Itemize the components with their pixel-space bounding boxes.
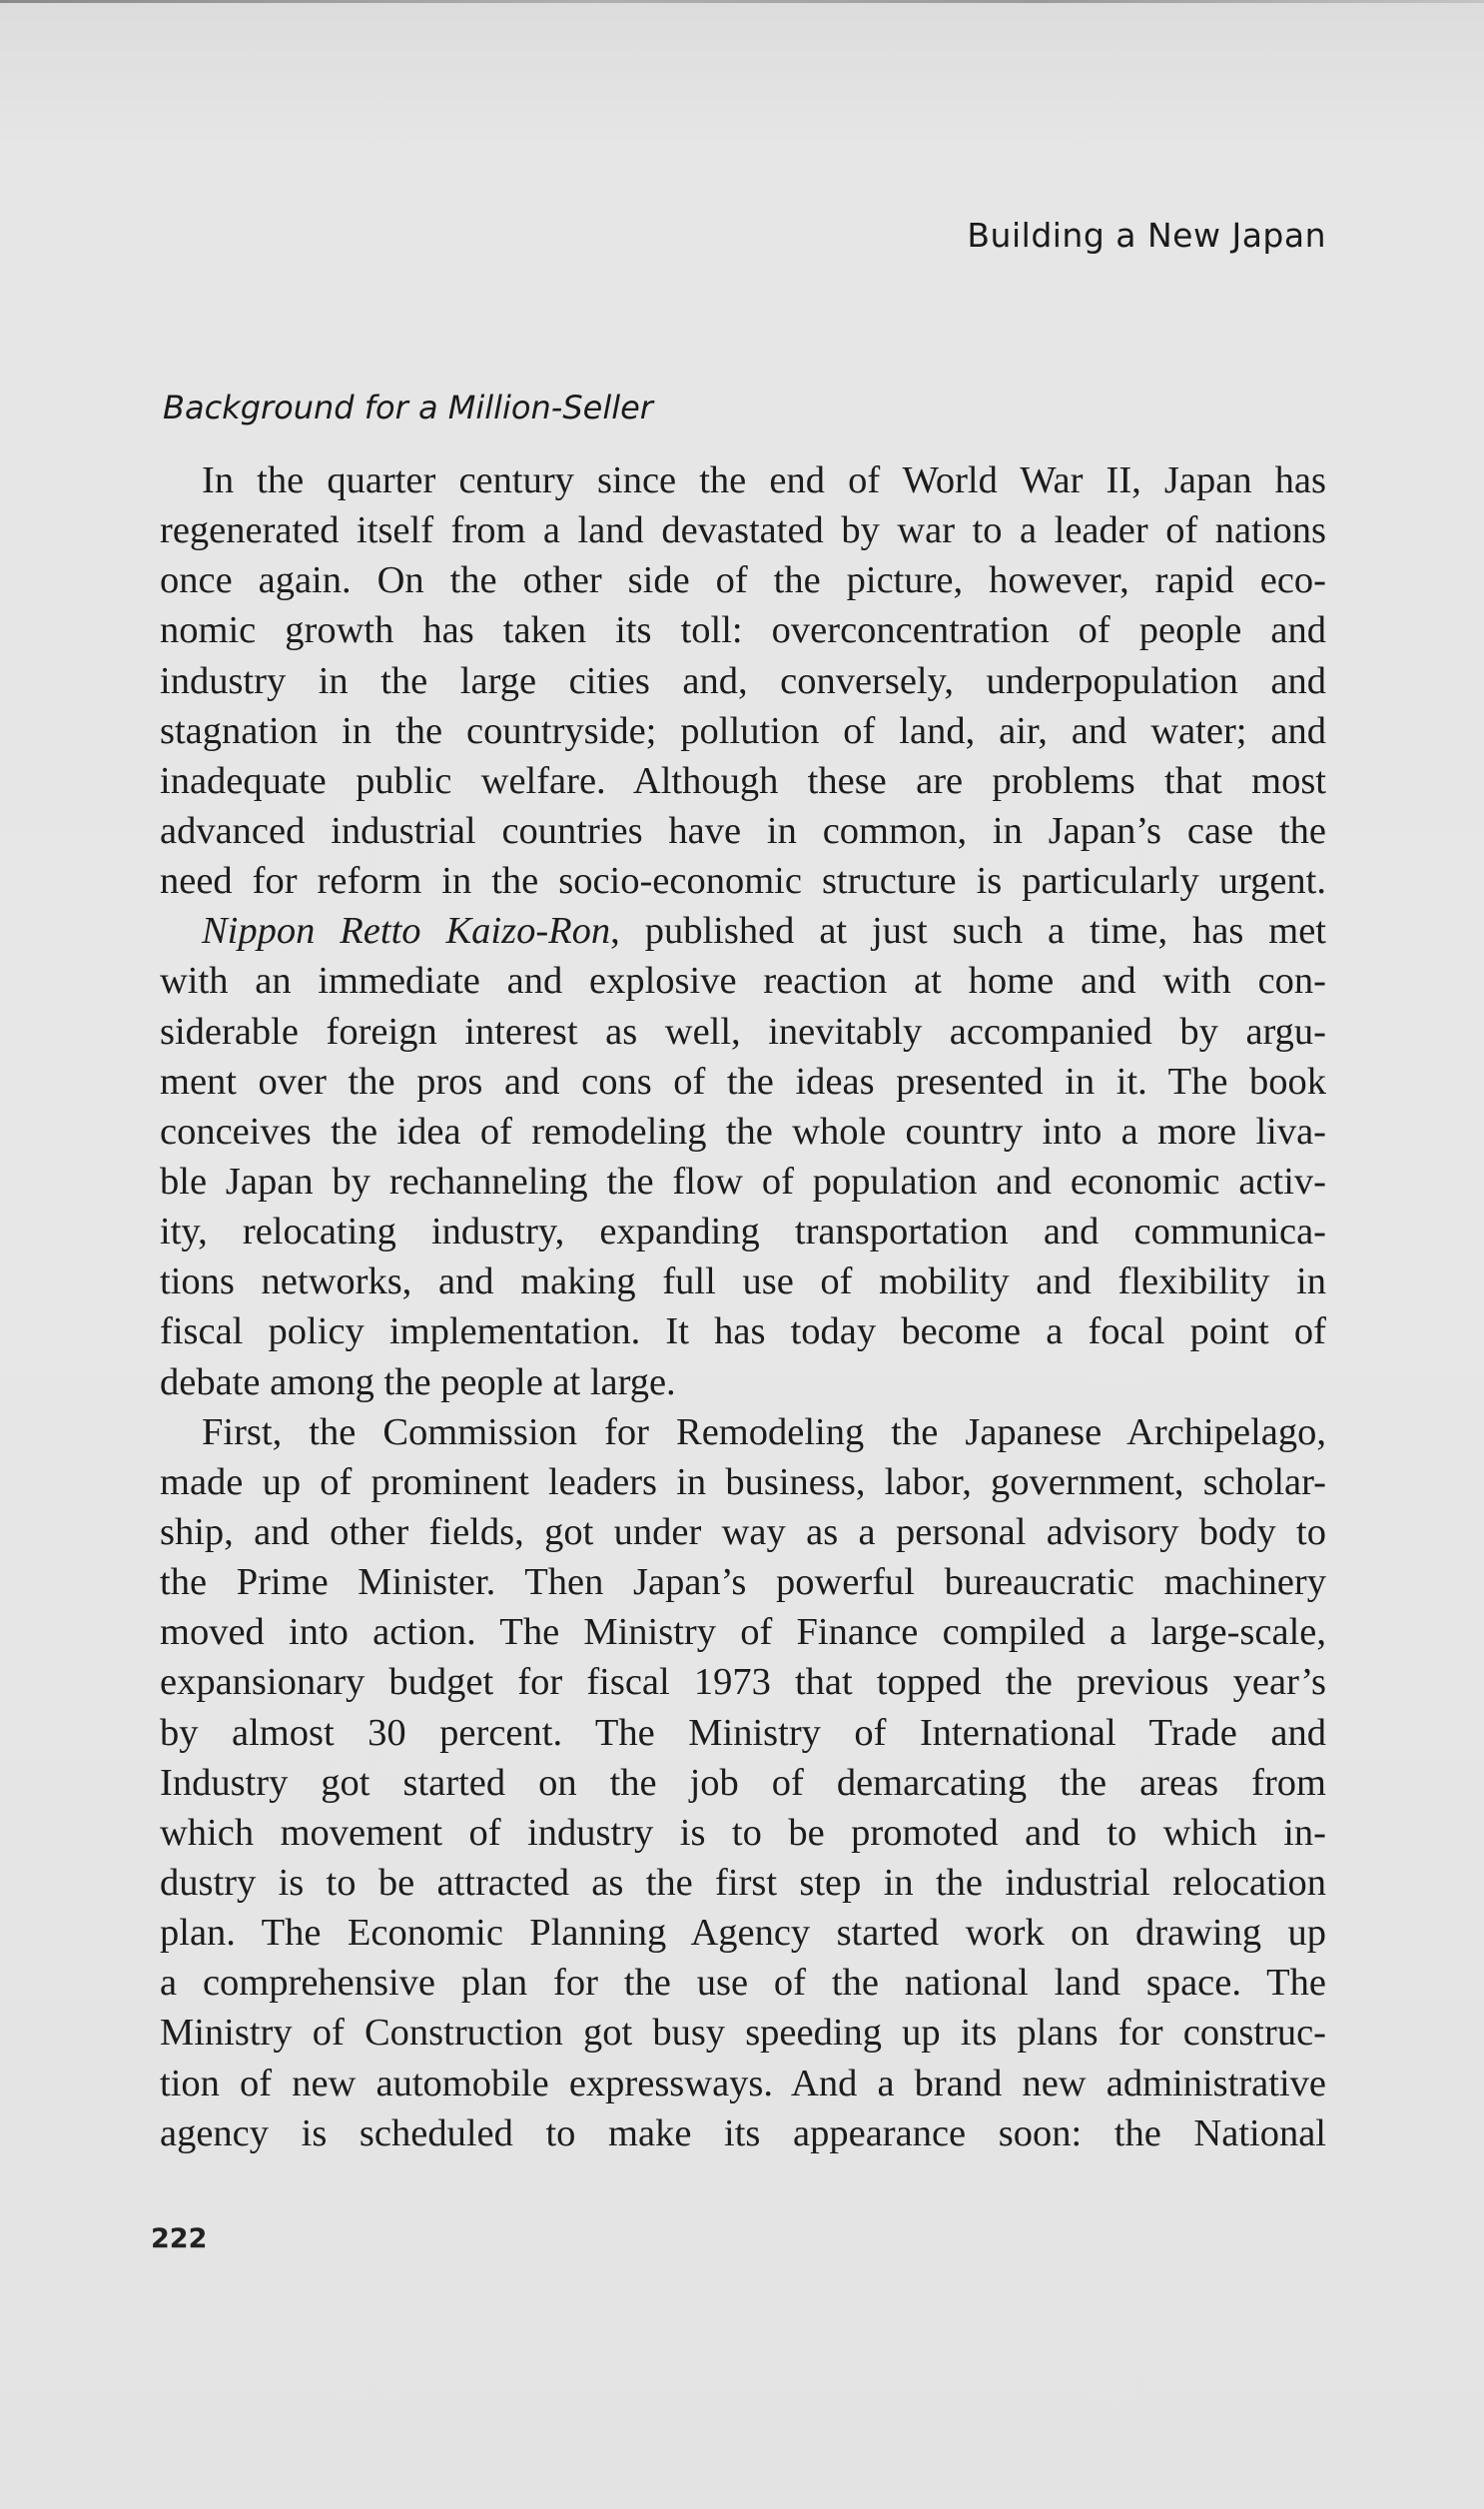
text-line: ble Japan by rechanneling the flow of population and economic activ- <box>160 1160 1326 1203</box>
text-line: fiscal policy implementation. It has today become a focal point of <box>160 1310 1326 1353</box>
text-line: In the quarter century since the end of World War II, Japan has <box>202 459 1326 501</box>
text-line: tion of new automobile expressways. And a brand new administrative <box>160 2062 1326 2104</box>
scan-top-edge <box>0 0 1484 3</box>
text-fragment: , published at just such a time, has met <box>610 910 1326 953</box>
text-line: Ministry of Construction got busy speeding up its plans for construc- <box>160 2012 1326 2055</box>
text-line: debate among the people at large. <box>160 1360 676 1403</box>
text-line: industry in the large cities and, conversely, underpopulation and <box>160 659 1326 702</box>
text-line: plan. The Economic Planning Agency started work on drawing up <box>160 1912 1326 1955</box>
text-line: moved into action. The Ministry of Finance compiled a large-scale, <box>160 1611 1326 1654</box>
text-line: siderable foreign interest as well, inevitably accompanied by argu- <box>160 1010 1326 1053</box>
text-line: ment over the pros and cons of the ideas presented in it. The book <box>160 1060 1326 1103</box>
text-line: tions networks, and making full use of mobility and flexibility in <box>160 1260 1326 1303</box>
text-line: agency is scheduled to make its appearance soon: the National <box>160 2111 1326 2154</box>
text-line: First, the Commission for Remodeling the Japanese Archipelago, <box>202 1410 1326 1453</box>
text-line <box>160 906 1326 956</box>
text-line: stagnation in the countryside; pollution of land, air, and water; and <box>160 709 1326 752</box>
text-line: conceives the idea of remodeling the whole country into a more liva- <box>160 1110 1326 1153</box>
text-line: regenerated itself from a land devastated by war to a leader of nations <box>160 509 1326 552</box>
text-line: a comprehensive plan for the use of the national land space. The <box>160 1962 1326 2005</box>
running-head: Building a New Japan <box>967 216 1326 255</box>
text-line: need for reform in the socio-economic structure is particularly urgent. <box>160 860 1326 903</box>
section-heading: Background for a Million-Seller <box>163 389 653 426</box>
text-line: Industry got started on the job of demarcating the areas from <box>160 1761 1326 1804</box>
text-line: with an immediate and explosive reaction at home and with con- <box>160 960 1326 1003</box>
text-line: once again. On the other side of the picture, however, rapid eco- <box>160 559 1326 602</box>
body-text <box>160 455 1326 2158</box>
text-line: ship, and other fields, got under way as a personal advisory body to <box>160 1510 1326 1553</box>
text-line: ity, relocating industry, expanding transportation and communica- <box>160 1211 1326 1254</box>
text-line: advanced industrial countries have in common, in Japan’s case the <box>160 809 1326 852</box>
text-line: dustry is to be attracted as the first step in the industrial relocation <box>160 1861 1326 1904</box>
text-line: expansionary budget for fiscal 1973 that topped the previous year’s <box>160 1661 1326 1704</box>
text-line: which movement of industry is to be promoted and to which in- <box>160 1811 1326 1854</box>
page-number: 222 <box>151 2223 208 2254</box>
text-line: nomic growth has taken its toll: overconcentration of people and <box>160 609 1326 652</box>
text-line: made up of prominent leaders in business, labor, government, scholar- <box>160 1460 1326 1503</box>
text-line: inadequate public welfare. Although these are problems that most <box>160 759 1326 802</box>
book-title: Nippon Retto Kaizo-Ron <box>202 910 611 953</box>
text-line: the Prime Minister. Then Japan’s powerful bureaucratic machinery <box>160 1561 1326 1604</box>
text-line: by almost 30 percent. The Ministry of International Trade and <box>160 1711 1326 1754</box>
